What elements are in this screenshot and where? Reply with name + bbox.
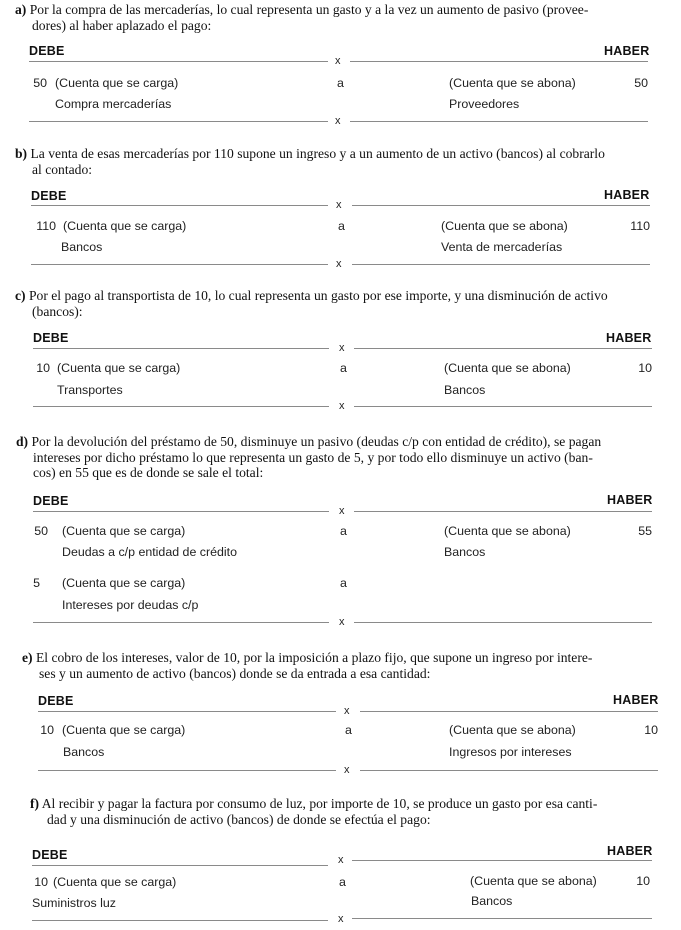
credit-account: Bancos <box>444 383 486 397</box>
debit-account: Transportes <box>57 383 123 397</box>
credit-label: (Cuenta que se abona) <box>444 524 571 538</box>
header-rule-right <box>360 711 658 712</box>
entry-text-line: Por la compra de las mercaderías, lo cual representa un gasto y a la vez un aumento de pasivo (provee- <box>29 2 589 17</box>
debit-label: (Cuenta que se carga) <box>57 361 181 375</box>
footer-rule-right <box>350 121 648 122</box>
header-x-mark: x <box>344 705 350 717</box>
entry-text-line: Por la devolución del préstamo de 50, disminuye un pasivo (deudas c/p con entidad de crédito), se pagan <box>31 434 602 449</box>
debit-account: Compra mercaderías <box>55 97 172 111</box>
footer-rule-left <box>31 264 328 265</box>
debit-amount: 110 <box>36 219 56 233</box>
footer-rule-left <box>32 920 328 921</box>
header-rule-right <box>354 511 652 512</box>
header-rule-left <box>38 711 336 712</box>
entry-text-line: El cobro de los intereses, valor de 10, por la imposición a plazo fijo, que supone un ingreso por intere- <box>35 650 593 665</box>
entry-text-line: ses y un aumento de activo (bancos) donde se da entrada a esa cantidad: <box>39 665 431 681</box>
entry-text-line: dores) al haber aplazado el pago: <box>32 17 212 33</box>
entry-letter: e) <box>22 650 33 665</box>
header-rule-right <box>352 860 652 861</box>
debit-label: (Cuenta que se carga) <box>62 723 186 737</box>
debe-header: DEBE <box>32 848 68 862</box>
credit-account: Venta de mercaderías <box>441 240 563 254</box>
connector-a: a <box>340 361 347 375</box>
haber-header: HABER <box>613 693 659 707</box>
credit-account: Proveedores <box>449 97 520 111</box>
footer-rule-right <box>354 622 652 623</box>
footer-x-mark: x <box>344 764 350 776</box>
header-rule-left <box>31 205 328 206</box>
connector-a: a <box>338 219 345 233</box>
header-x-mark: x <box>335 55 341 67</box>
credit-account: Bancos <box>471 894 513 908</box>
credit-label: (Cuenta que se abona) <box>449 723 576 737</box>
footer-x-mark: x <box>336 258 342 270</box>
debit-account: Suministros luz <box>32 896 117 910</box>
entry-description <box>22 650 672 681</box>
entry-text-line: cos) en 55 que es de donde se sale el total: <box>33 465 264 480</box>
haber-header: HABER <box>606 331 652 345</box>
footer-rule-left <box>38 770 336 771</box>
header-rule-left <box>33 511 329 512</box>
credit-account: Bancos <box>444 545 486 559</box>
debit-amount: 50 <box>34 524 48 538</box>
entry-text-line: La venta de esas mercaderías por 110 supone un ingreso y a un aumento de un activo (bancos) al cobrarlo <box>30 146 605 161</box>
debit-label: (Cuenta que se carga) <box>55 76 179 90</box>
footer-rule-left <box>29 121 328 122</box>
header-rule-right <box>354 348 652 349</box>
connector-a: a <box>340 576 347 590</box>
entry-text-line: Por el pago al transportista de 10, lo cual representa un gasto por ese importe, y una disminución de activo <box>28 288 608 303</box>
debit-account: Intereses por deudas c/p <box>62 598 199 612</box>
debit-amount: 10 <box>36 361 50 375</box>
haber-header: HABER <box>604 44 650 58</box>
connector-a: a <box>345 723 352 737</box>
credit-amount: 10 <box>638 361 652 375</box>
debit-label: (Cuenta que se carga) <box>62 524 186 538</box>
debe-header: DEBE <box>29 44 65 58</box>
entry-description <box>30 796 670 827</box>
header-x-mark: x <box>336 199 342 211</box>
debit-amount: 50 <box>33 76 47 90</box>
connector-a: a <box>339 875 346 889</box>
haber-header: HABER <box>604 188 650 202</box>
credit-account: Ingresos por intereses <box>449 745 572 759</box>
entry-text-line: intereses por dicho préstamo lo que representa un gasto de 5, y por todo ello disminuye un activo (ban- <box>33 449 593 465</box>
footer-rule-left <box>33 622 329 623</box>
footer-rule-right <box>354 406 652 407</box>
footer-rule-left <box>33 406 329 407</box>
footer-x-mark: x <box>339 616 345 628</box>
debit-account: Bancos <box>63 745 105 759</box>
debit-label: (Cuenta que se carga) <box>63 219 187 233</box>
entry-letter: b) <box>15 146 28 161</box>
entry-letter: a) <box>15 2 27 17</box>
footer-x-mark: x <box>338 913 344 925</box>
credit-amount: 10 <box>644 723 658 737</box>
entry-text-line: al contado: <box>32 161 93 177</box>
credit-amount: 10 <box>636 874 650 888</box>
entry-letter: f) <box>30 796 40 811</box>
footer-rule-right <box>360 770 658 771</box>
header-x-mark: x <box>339 342 345 354</box>
entry-letter: c) <box>15 288 26 303</box>
debit-amount: 5 <box>33 576 40 590</box>
credit-label: (Cuenta que se abona) <box>444 361 571 375</box>
header-rule-left <box>29 61 328 62</box>
credit-amount: 110 <box>630 219 650 233</box>
entry-description <box>15 146 665 177</box>
entry-text-line: dad y una disminución de activo (bancos) de donde se efectúa el pago: <box>47 811 431 827</box>
entry-description <box>15 288 665 319</box>
header-rule-left <box>32 865 328 866</box>
connector-a: a <box>337 76 344 90</box>
haber-header: HABER <box>607 493 653 507</box>
credit-amount: 50 <box>634 76 648 90</box>
header-rule-right <box>350 61 648 62</box>
footer-x-mark: x <box>335 115 341 127</box>
header-rule-left <box>33 348 329 349</box>
footer-rule-right <box>352 918 652 919</box>
debe-header: DEBE <box>38 694 74 708</box>
header-x-mark: x <box>339 505 345 517</box>
debit-account: Deudas a c/p entidad de crédito <box>62 545 237 559</box>
debit-amount: 10 <box>40 723 54 737</box>
debe-header: DEBE <box>33 331 69 345</box>
footer-x-mark: x <box>339 400 345 412</box>
entry-letter: d) <box>16 434 29 449</box>
credit-label: (Cuenta que se abona) <box>449 76 576 90</box>
debit-amount: 10 <box>34 875 48 889</box>
header-x-mark: x <box>338 854 344 866</box>
header-rule-right <box>352 205 650 206</box>
entry-description <box>16 434 666 481</box>
credit-label: (Cuenta que se abona) <box>441 219 568 233</box>
entry-text-line: Al recibir y pagar la factura por consumo de luz, por importe de 10, se produce un gasto por esa canti- <box>41 796 598 811</box>
debit-label: (Cuenta que se carga) <box>62 576 186 590</box>
debe-header: DEBE <box>33 494 69 508</box>
debit-label: (Cuenta que se carga) <box>53 875 177 889</box>
footer-rule-right <box>352 264 650 265</box>
entry-text-line: (bancos): <box>32 303 83 319</box>
haber-header: HABER <box>607 844 653 858</box>
connector-a: a <box>340 524 347 538</box>
debit-account: Bancos <box>61 240 103 254</box>
credit-label: (Cuenta que se abona) <box>470 874 597 888</box>
credit-amount: 55 <box>638 524 652 538</box>
entry-description <box>15 2 665 33</box>
debe-header: DEBE <box>31 189 67 203</box>
